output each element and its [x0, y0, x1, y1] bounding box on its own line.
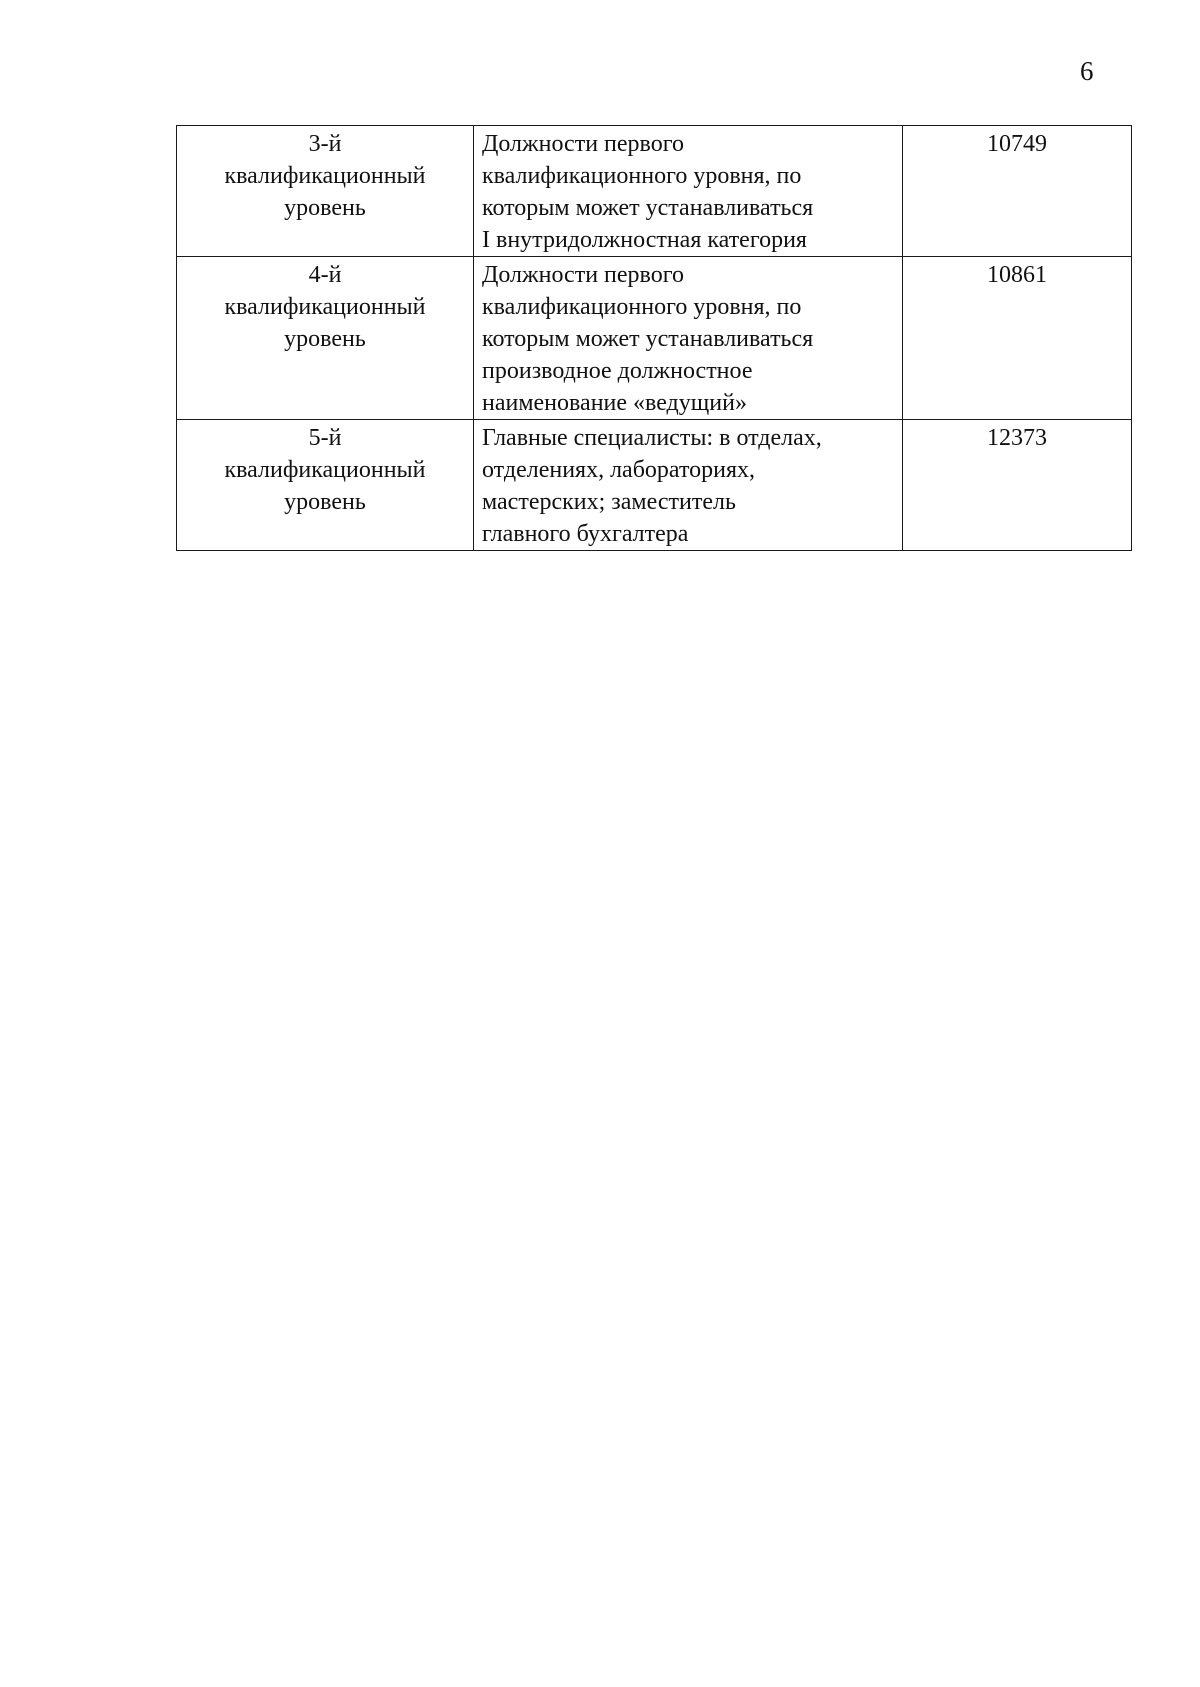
- position-description-line: наименование «ведущий»: [482, 390, 747, 416]
- qualification-level-cell: [177, 126, 474, 257]
- table-row: [177, 126, 1132, 257]
- qualification-level-cell: [177, 257, 474, 420]
- position-description-line: Должности первого: [482, 262, 684, 288]
- position-description-line: мастерских; заместитель: [482, 489, 736, 515]
- salary-cell: [903, 126, 1132, 257]
- qualification-level-number: 5-й: [308, 425, 342, 451]
- qualification-level-label: квалификационный: [224, 294, 426, 320]
- qualification-level-number: 4-й: [308, 262, 342, 288]
- qualification-level-label: квалификационный: [224, 163, 426, 189]
- table-row: [177, 257, 1132, 420]
- salary-cell: [903, 420, 1132, 551]
- table-row: [177, 420, 1132, 551]
- qualification-level-label: уровень: [284, 326, 366, 352]
- position-description-line: квалификационного уровня, по: [482, 163, 802, 189]
- position-description-line: Должности первого: [482, 131, 684, 157]
- page-number: 6: [1080, 56, 1094, 86]
- salary-value: 10749: [987, 131, 1047, 157]
- position-description-line: главного бухгалтера: [482, 521, 689, 547]
- position-description-line: I внутридолжностная категория: [482, 227, 807, 253]
- qualification-level-number: 3-й: [308, 131, 342, 157]
- position-description-line: отделениях, лабораториях,: [482, 457, 755, 483]
- position-description-line: которым может устанавливаться: [482, 326, 814, 352]
- position-description-line: производное должностное: [482, 358, 753, 384]
- qualification-level-cell: [177, 420, 474, 551]
- salary-cell: [903, 257, 1132, 420]
- position-description-line: Главные специалисты: в отделах,: [482, 425, 822, 451]
- qualification-level-label: уровень: [284, 489, 366, 515]
- salary-value: 12373: [987, 425, 1047, 451]
- position-description-cell: [474, 257, 903, 420]
- salary-table: [176, 125, 1132, 551]
- qualification-level-label: квалификационный: [224, 457, 426, 483]
- position-description-line: квалификационного уровня, по: [482, 294, 802, 320]
- salary-value: 10861: [987, 262, 1047, 288]
- position-description-cell: [474, 126, 903, 257]
- qualification-level-label: уровень: [284, 195, 366, 221]
- position-description-line: которым может устанавливаться: [482, 195, 814, 221]
- position-description-cell: [474, 420, 903, 551]
